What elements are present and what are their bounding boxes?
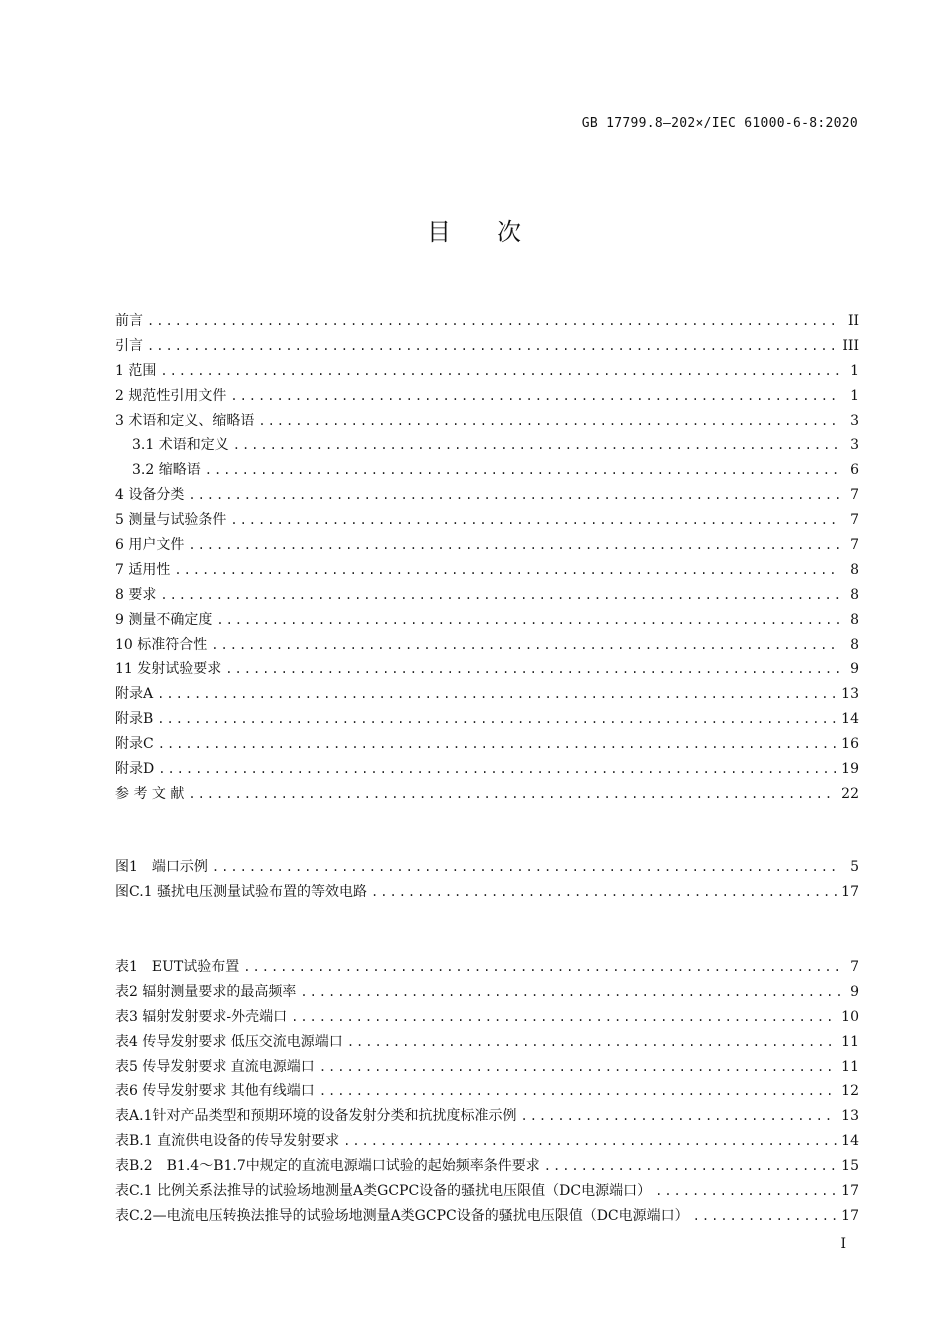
toc-entry-page: 7 <box>850 537 859 554</box>
dot-leader <box>544 1159 837 1173</box>
table-entry[interactable] <box>115 1205 859 1230</box>
table-entry-page: 10 <box>841 1008 859 1025</box>
toc-entry-label: 附录C <box>115 736 154 753</box>
toc-entry-label: 4 设备分类 <box>115 487 185 504</box>
table-entry-page: 15 <box>841 1158 859 1175</box>
toc-entry-label: 10 标准符合性 <box>115 636 208 653</box>
toc-entry-page: 6 <box>850 462 859 479</box>
table-entry[interactable] <box>115 1056 859 1081</box>
table-entry[interactable] <box>115 1180 859 1205</box>
toc-entry-label: 9 测量不确定度 <box>115 611 213 628</box>
toc-entry-label: 5 测量与试验条件 <box>115 512 227 529</box>
figure-entry[interactable] <box>115 881 859 906</box>
toc-entry[interactable] <box>115 534 859 559</box>
table-entry[interactable] <box>115 956 859 981</box>
table-entry-label: 表3 辐射发射要求-外壳端口 <box>115 1008 288 1025</box>
table-entry-page: 11 <box>841 1033 859 1050</box>
table-entry-page: 12 <box>841 1083 859 1100</box>
toc-entry-label: 3.2 缩略语 <box>132 462 201 479</box>
toc-entry[interactable] <box>115 459 859 484</box>
toc-entry[interactable] <box>115 434 859 459</box>
title-char-1: 目 <box>427 218 453 246</box>
table-entry-page: 13 <box>841 1108 859 1125</box>
page-title <box>0 212 950 247</box>
table-entry[interactable] <box>115 1031 859 1056</box>
dot-leader <box>291 1010 837 1024</box>
toc-entry[interactable] <box>115 410 859 435</box>
toc-entry[interactable] <box>115 509 859 534</box>
dot-leader <box>157 687 837 701</box>
table-entry[interactable] <box>115 1080 859 1105</box>
toc-tables <box>115 956 859 1230</box>
figure-entry-label: 图C.1 骚扰电压测量试验布置的等效电路 <box>115 883 368 900</box>
toc-entry-label: 6 用户文件 <box>115 537 185 554</box>
toc-entry-page: 8 <box>850 636 859 653</box>
table-entry-label: 表C.2—电流电压转换法推导的试验场地测量A类GCPC设备的骚扰电压限值（DC电源端口） <box>115 1207 689 1224</box>
toc-entry[interactable] <box>115 335 859 360</box>
toc-entry-page: 8 <box>850 611 859 628</box>
table-entry[interactable] <box>115 981 859 1006</box>
toc-entry[interactable] <box>115 559 859 584</box>
dot-leader <box>225 662 841 676</box>
table-entry[interactable] <box>115 1155 859 1180</box>
toc-entry[interactable] <box>115 310 859 335</box>
table-entry-label: 表2 辐射测量要求的最高频率 <box>115 983 297 1000</box>
table-entry-page: 17 <box>841 1183 859 1200</box>
figure-entry[interactable] <box>115 856 859 881</box>
dot-leader <box>343 1134 837 1148</box>
standard-number: GB 17799.8—202×/IEC 61000-6-8:2020 <box>581 116 858 131</box>
toc-entry-label: 1 范围 <box>115 362 157 379</box>
dot-leader <box>211 638 841 652</box>
dot-leader <box>371 885 837 899</box>
dot-leader <box>258 414 841 428</box>
table-entry[interactable] <box>115 1105 859 1130</box>
toc-entry-page: 7 <box>850 487 859 504</box>
toc-entry[interactable] <box>115 634 859 659</box>
toc-entry-label: 3 术语和定义、缩略语 <box>115 412 255 429</box>
dot-leader <box>216 613 841 627</box>
table-entry-label: 表A.1针对产品类型和预期环境的设备发射分类和抗扰度标准示例 <box>115 1108 517 1125</box>
dot-leader <box>319 1084 837 1098</box>
dot-leader <box>174 563 841 577</box>
dot-leader <box>230 513 841 527</box>
dot-leader <box>188 538 841 552</box>
dot-leader <box>188 787 837 801</box>
dot-leader <box>188 488 841 502</box>
page-number: I <box>840 1236 846 1252</box>
table-entry-page: 7 <box>850 959 859 975</box>
dot-leader <box>230 389 841 403</box>
toc-entry-page: 1 <box>850 387 859 404</box>
toc-entry[interactable] <box>115 733 859 758</box>
dot-leader <box>147 314 841 328</box>
toc-entry[interactable] <box>115 708 859 733</box>
toc-entry-page: 13 <box>841 686 859 703</box>
table-entry-label: 表C.1 比例关系法推导的试验场地测量A类GCPC设备的骚扰电压限值（DC电源端口） <box>115 1183 652 1200</box>
title-char-2: 次 <box>497 218 523 246</box>
toc-entry-page: 14 <box>841 711 859 728</box>
dot-leader <box>243 960 841 974</box>
dot-leader <box>158 762 837 776</box>
table-entry-label: 表5 传导发射要求 直流电源端口 <box>115 1058 315 1075</box>
dot-leader <box>157 712 837 726</box>
table-entry-label: 表6 传导发射要求 其他有线端口 <box>115 1083 315 1100</box>
toc-entry[interactable] <box>115 783 859 808</box>
toc-figures <box>115 856 859 906</box>
dot-leader <box>147 339 838 353</box>
table-entry-page: 11 <box>841 1058 859 1075</box>
table-entry-label: 表4 传导发射要求 低压交流电源端口 <box>115 1033 343 1050</box>
toc-entry-page: 3 <box>850 437 859 454</box>
toc-entry-label: 附录D <box>115 761 155 778</box>
dot-leader <box>205 463 841 477</box>
toc-chapters <box>115 310 859 808</box>
dot-leader <box>160 364 841 378</box>
toc-entry-page: 19 <box>841 761 859 778</box>
toc-entry[interactable] <box>115 658 859 683</box>
table-entry-page: 17 <box>841 1207 859 1224</box>
table-entry-label: 表1 EUT试验布置 <box>115 959 240 975</box>
dot-leader <box>655 1184 837 1198</box>
toc-entry[interactable] <box>115 758 859 783</box>
toc-entry-page: 3 <box>850 412 859 429</box>
table-entry-label: 表B.2 B1.4～B1.7中规定的直流电源端口试验的起始频率条件要求 <box>115 1158 540 1175</box>
toc-entry[interactable] <box>115 484 859 509</box>
table-entry-label: 表B.1 直流供电设备的传导发射要求 <box>115 1133 340 1150</box>
toc-entry-page: 8 <box>850 561 859 578</box>
dot-leader <box>212 860 841 874</box>
toc-entry-page: 8 <box>850 586 859 603</box>
toc-entry-label: 附录B <box>115 711 154 728</box>
toc-entry-page: 1 <box>850 362 859 379</box>
dot-leader <box>319 1060 837 1074</box>
toc-entry[interactable] <box>115 683 859 708</box>
dot-leader <box>158 737 837 751</box>
toc-entry[interactable] <box>115 385 859 410</box>
toc-entry[interactable] <box>115 609 859 634</box>
toc-entry-label: 参 考 文 献 <box>115 785 185 802</box>
dot-leader <box>160 588 841 602</box>
table-entry-page: 14 <box>841 1133 859 1150</box>
toc-entry[interactable] <box>115 360 859 385</box>
toc-entry-page: 22 <box>841 785 859 802</box>
dot-leader <box>347 1035 837 1049</box>
figure-entry-page: 17 <box>841 883 859 900</box>
toc-entry-label: 3.1 术语和定义 <box>132 437 229 454</box>
toc-entry-label: 11 发射试验要求 <box>115 661 222 678</box>
toc-entry-page: II <box>847 313 859 329</box>
dot-leader <box>300 985 841 999</box>
toc-entry-label: 前言 <box>115 313 143 329</box>
toc-entry-page: 7 <box>850 512 859 529</box>
figure-entry-label: 图1 端口示例 <box>115 859 208 875</box>
table-entry[interactable] <box>115 1130 859 1155</box>
dot-leader <box>693 1209 838 1223</box>
toc-entry-label: 引言 <box>115 337 143 354</box>
toc-entry[interactable] <box>115 584 859 609</box>
toc-entry-label: 附录A <box>115 686 154 703</box>
dot-leader <box>233 438 841 452</box>
figure-entry-page: 5 <box>850 859 859 875</box>
toc-entry-label: 2 规范性引用文件 <box>115 387 227 404</box>
table-entry-page: 9 <box>850 983 859 1000</box>
toc-entry-label: 8 要求 <box>115 586 157 603</box>
toc-entry-page: 16 <box>841 736 859 753</box>
toc-entry-page: 9 <box>850 661 859 678</box>
toc-entry-label: 7 适用性 <box>115 561 171 578</box>
toc-entry-page: III <box>842 337 859 354</box>
dot-leader <box>520 1109 837 1123</box>
table-entry[interactable] <box>115 1006 859 1031</box>
